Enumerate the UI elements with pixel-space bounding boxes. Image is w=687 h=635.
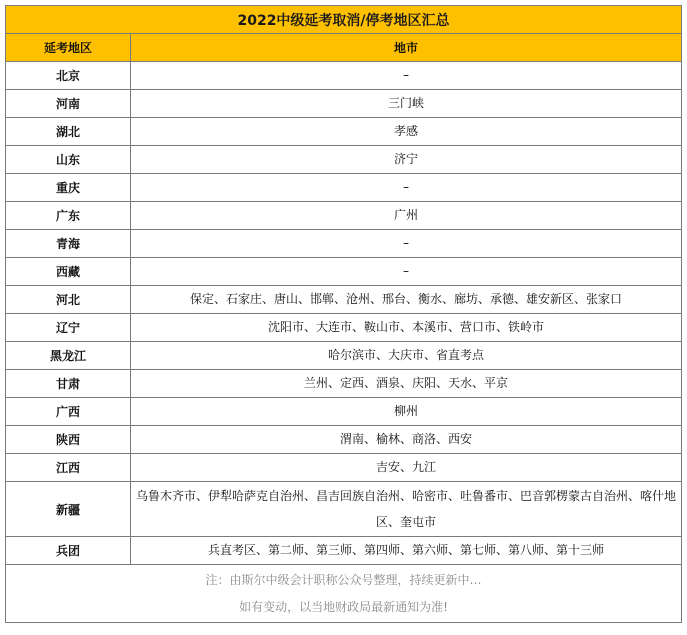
cities-cell: – bbox=[131, 258, 682, 286]
region-cell: 重庆 bbox=[6, 174, 131, 202]
table-row bbox=[6, 146, 682, 174]
cities-cell: 沈阳市、大连市、鞍山市、本溪市、营口市、铁岭市 bbox=[131, 314, 682, 342]
table-row bbox=[6, 370, 682, 398]
footnote-line-1: 注：由斯尔中级会计职称公众号整理，持续更新中… bbox=[205, 572, 482, 587]
table-row bbox=[6, 398, 682, 426]
cities-cell: 哈尔滨市、大庆市、省直考点 bbox=[131, 342, 682, 370]
table-row bbox=[6, 118, 682, 146]
region-cell: 黑龙江 bbox=[6, 342, 131, 370]
table-row bbox=[6, 258, 682, 286]
region-cell: 河北 bbox=[6, 286, 131, 314]
region-cell: 湖北 bbox=[6, 118, 131, 146]
cities-cell: 兰州、定西、酒泉、庆阳、天水、平京 bbox=[131, 370, 682, 398]
cities-cell: 乌鲁木齐市、伊犁哈萨克自治州、昌吉回族自治州、哈密市、吐鲁番市、巴音郭楞蒙古自治州、喀什地区、奎屯市 bbox=[131, 482, 682, 537]
exam-summary-table bbox=[5, 5, 682, 623]
region-cell: 陕西 bbox=[6, 426, 131, 454]
region-cell: 甘肃 bbox=[6, 370, 131, 398]
table-row bbox=[6, 314, 682, 342]
region-cell: 兵团 bbox=[6, 537, 131, 565]
header-region: 延考地区 bbox=[6, 34, 131, 62]
table-row bbox=[6, 90, 682, 118]
cities-cell: 柳州 bbox=[131, 398, 682, 426]
cities-cell: 渭南、榆林、商洛、西安 bbox=[131, 426, 682, 454]
cities-cell: 孝感 bbox=[131, 118, 682, 146]
cities-cell: 广州 bbox=[131, 202, 682, 230]
table-row bbox=[6, 174, 682, 202]
region-cell: 江西 bbox=[6, 454, 131, 482]
footnote-line-2: 如有变动，以当地财政局最新通知为准! bbox=[239, 599, 448, 614]
table-row bbox=[6, 230, 682, 258]
cities-cell: 济宁 bbox=[131, 146, 682, 174]
cities-cell: – bbox=[131, 230, 682, 258]
region-cell: 河南 bbox=[6, 90, 131, 118]
table-row bbox=[6, 62, 682, 90]
footnote bbox=[6, 565, 682, 623]
region-cell: 辽宁 bbox=[6, 314, 131, 342]
table-row bbox=[6, 537, 682, 565]
cities-cell: – bbox=[131, 62, 682, 90]
table-row bbox=[6, 454, 682, 482]
cities-cell: – bbox=[131, 174, 682, 202]
cities-cell: 吉安、九江 bbox=[131, 454, 682, 482]
table-row bbox=[6, 482, 682, 537]
header-cities: 地市 bbox=[131, 34, 682, 62]
region-cell: 山东 bbox=[6, 146, 131, 174]
summary-table-container bbox=[5, 5, 681, 623]
region-cell: 西藏 bbox=[6, 258, 131, 286]
region-cell: 广东 bbox=[6, 202, 131, 230]
table-row bbox=[6, 286, 682, 314]
cities-cell: 三门峡 bbox=[131, 90, 682, 118]
region-cell: 广西 bbox=[6, 398, 131, 426]
table-title: 2022中级延考取消/停考地区汇总 bbox=[6, 6, 682, 34]
region-cell: 北京 bbox=[6, 62, 131, 90]
table-row bbox=[6, 426, 682, 454]
region-cell: 新疆 bbox=[6, 482, 131, 537]
region-cell: 青海 bbox=[6, 230, 131, 258]
cities-cell: 兵直考区、第二师、第三师、第四师、第六师、第七师、第八师、第十三师 bbox=[131, 537, 682, 565]
table-row bbox=[6, 202, 682, 230]
cities-cell: 保定、石家庄、唐山、邯郸、沧州、邢台、衡水、廊坊、承德、雄安新区、张家口 bbox=[131, 286, 682, 314]
table-row bbox=[6, 342, 682, 370]
